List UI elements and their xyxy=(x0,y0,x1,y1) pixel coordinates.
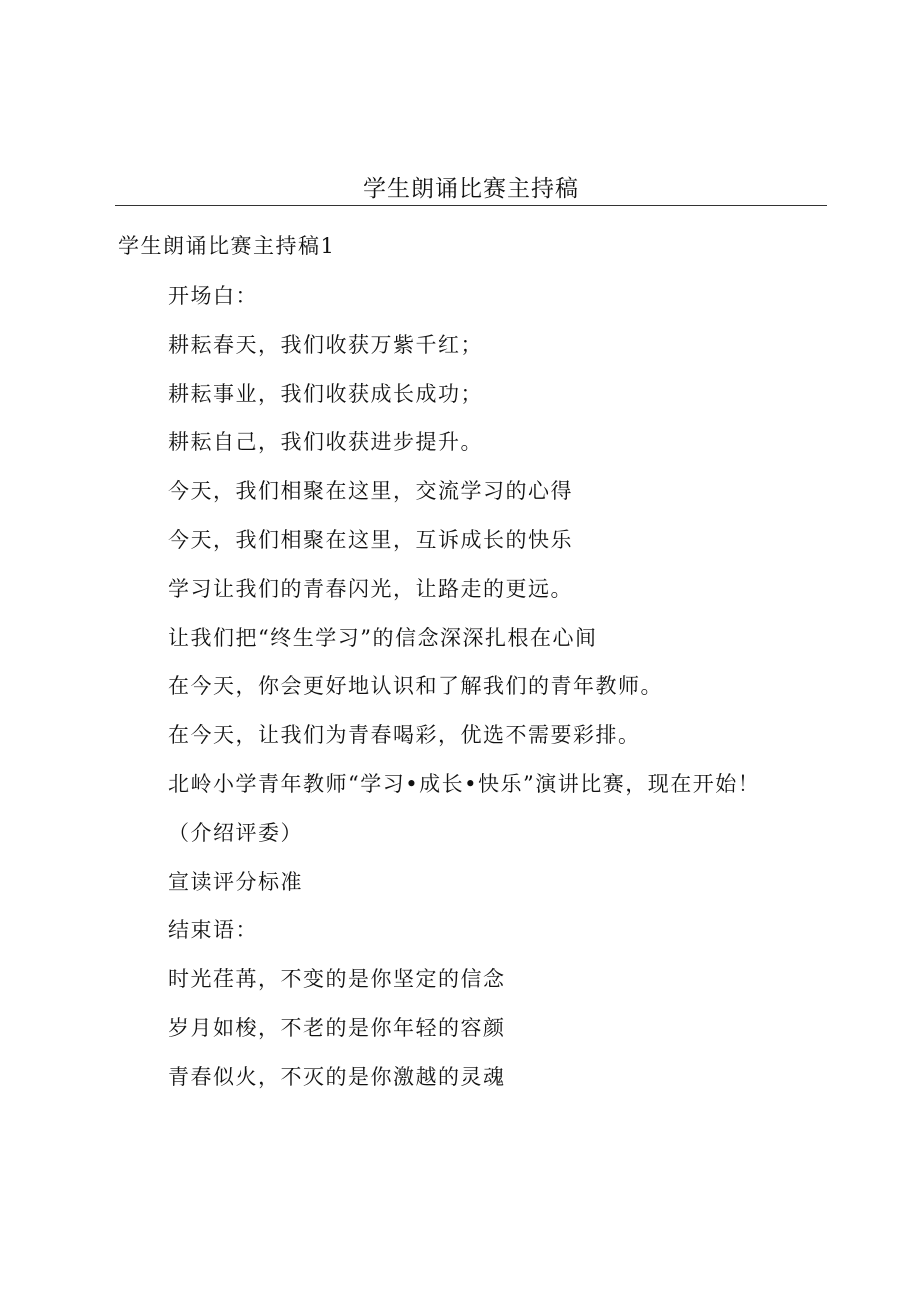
title-divider xyxy=(115,205,827,206)
script-line: 耕耘春天，我们收获万紫千红； xyxy=(168,332,483,357)
script-line: 青春似火，不灭的是你激越的灵魂 xyxy=(168,1064,506,1089)
script-line: 时光荏苒，不变的是你坚定的信念 xyxy=(168,967,506,992)
script-lines xyxy=(168,282,760,1112)
script-line: 北岭小学青年教师“学习•成长•快乐”演讲比赛，现在开始！ xyxy=(168,771,761,796)
script-line: 耕耘自己，我们收获进步提升。 xyxy=(168,430,483,455)
script-line: 在今天，让我们为青春喝彩，优选不需要彩排。 xyxy=(168,723,641,748)
script-line: 耕耘事业，我们收获成长成功； xyxy=(168,381,483,406)
document-title: 学生朗诵比赛主持稿 xyxy=(363,176,579,202)
script-line: 宣读评分标准 xyxy=(168,869,303,894)
script-line: 让我们把“终生学习”的信念深深扎根在心间 xyxy=(168,625,598,650)
script-line: 学习让我们的青春闪光，让路走的更远。 xyxy=(168,576,573,601)
script-line: 岁月如梭，不老的是你年轻的容颜 xyxy=(168,1015,506,1040)
section-heading: 学生朗诵比赛主持稿1 xyxy=(118,234,336,258)
script-line: （介绍评委） xyxy=(168,820,303,845)
script-line: 在今天，你会更好地认识和了解我们的青年教师。 xyxy=(168,674,663,699)
script-line: 开场白： xyxy=(168,284,258,308)
script-line: 结束语： xyxy=(168,918,258,943)
script-line: 今天，我们相聚在这里，交流学习的心得 xyxy=(168,479,573,504)
script-line: 今天，我们相聚在这里，互诉成长的快乐 xyxy=(168,527,573,552)
